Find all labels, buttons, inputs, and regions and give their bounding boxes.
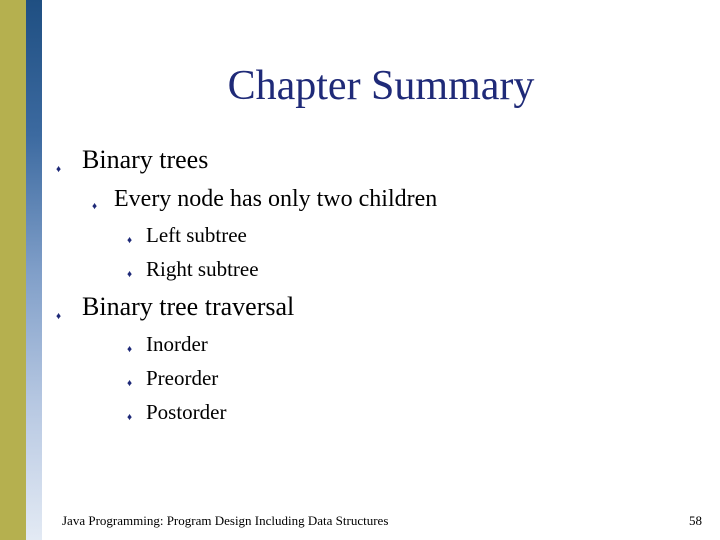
bullet-text: Binary tree traversal [82, 292, 295, 321]
bullet-text: Postorder [146, 400, 227, 424]
bullet-text: Right subtree [146, 257, 259, 281]
diamond-bullet-icon: ♦ [92, 201, 98, 212]
bullet-text: Inorder [146, 332, 208, 356]
footer-text: Java Programming: Program Design Including Data Structures [62, 513, 389, 528]
diamond-bullet-icon: ♦ [127, 269, 133, 280]
diamond-bullet-icon: ♦ [127, 235, 133, 246]
decorative-gradient-bar [26, 0, 42, 540]
bullet-item-inorder [127, 332, 208, 356]
diamond-bullet-icon: ♦ [127, 344, 133, 355]
bullet-text: Every node has only two children [114, 186, 438, 212]
bullet-text: Left subtree [146, 223, 247, 247]
bullet-item-postorder [127, 400, 227, 424]
bullet-item-every-node [92, 185, 438, 213]
diamond-bullet-icon: ♦ [127, 412, 133, 423]
page-number: 58 [689, 513, 702, 528]
bullet-text: Binary trees [82, 145, 209, 174]
slide-title: Chapter Summary [227, 63, 535, 109]
bullet-item-binary-trees [56, 145, 209, 175]
diamond-bullet-icon: ♦ [127, 378, 133, 389]
bullet-item-right-subtree [127, 257, 259, 281]
diamond-bullet-icon: ♦ [56, 311, 62, 322]
bullet-text: Preorder [146, 366, 219, 390]
bullet-item-preorder [127, 366, 219, 390]
diamond-bullet-icon: ♦ [56, 164, 62, 175]
bullet-item-left-subtree [127, 223, 247, 247]
decorative-side-strip [0, 0, 26, 540]
bullet-item-binary-tree-traversal [56, 292, 295, 322]
